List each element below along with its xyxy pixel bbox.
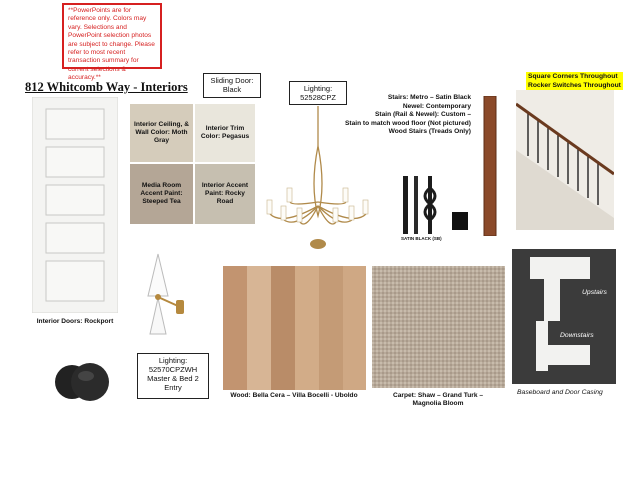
upstairs-label: Upstairs: [582, 289, 607, 296]
baseboard-caption: Baseboard and Door Casing: [517, 389, 603, 396]
staircase-image: [516, 90, 614, 230]
stairs-spec-line: Stain to match wood floor (Not pictured): [344, 119, 471, 127]
swatch-media-room: Media Room Accent Paint: Steeped Tea: [130, 164, 193, 224]
stairs-spec: [330, 94, 471, 137]
page-title: 812 Whitcomb Way - Interiors: [25, 80, 188, 94]
stairs-spec-line: Newel: Contemporary: [402, 102, 471, 110]
note-line: Rocker Switches Throughout: [528, 82, 621, 89]
stairs-spec-line: Stain (Rail & Newel): Custom –: [375, 111, 471, 119]
newel-post-image: [483, 96, 497, 236]
wall-sconce-image: [138, 250, 198, 342]
carpet-caption: Carpet: Shaw – Grand Turk – Magnolia Bloom: [392, 392, 483, 407]
carpet-image: [372, 266, 505, 388]
lighting-sconce-label: Lighting: 52570CPZWH Master & Bed 2 Entry: [137, 353, 209, 399]
balusters-image: [400, 174, 472, 242]
stairs-spec-line: Stairs: Metro – Satin Black: [387, 94, 471, 101]
notes-highlight: [526, 72, 623, 90]
note-line: Square Corners Throughout: [526, 72, 623, 81]
interior-doors-caption: Interior Doors: Rockport: [36, 318, 114, 325]
swatch-ceiling-wall: Interior Ceiling, & Wall Color: Moth Gray: [130, 104, 193, 162]
satin-black-label: SATIN BLACK (SB): [401, 236, 442, 241]
swatch-accent: Interior Accent Paint: Rocky Road: [195, 164, 255, 224]
disclaimer-box: **PowerPoints are for reference only. Colors may vary. Selections and PowerPoint selection photos are subject to change. Please refer to most recent transaction summary for current selections & accuracy.**: [62, 3, 162, 69]
swatch-trim: Interior Trim Color: Pegasus: [195, 104, 255, 162]
wood-floor-image: [223, 266, 366, 390]
wood-caption: Wood: Bella Cera – Villa Bocelli - Uboldo: [230, 392, 358, 399]
sliding-door-label: Sliding Door: Black: [203, 73, 261, 98]
door-knob-image: [52, 358, 114, 404]
baseboard-image: [512, 249, 616, 384]
lighting-chandelier-label: Lighting: 52528CPZ: [289, 81, 347, 105]
stairs-spec-line: Wood Stairs (Treads Only): [388, 128, 471, 136]
downstairs-label: Downstairs: [560, 332, 594, 339]
interior-door-image: [32, 97, 118, 313]
